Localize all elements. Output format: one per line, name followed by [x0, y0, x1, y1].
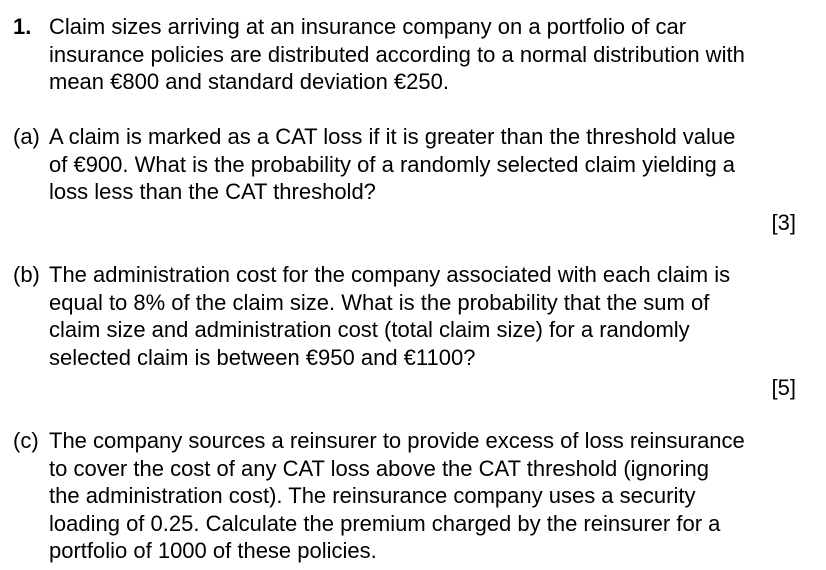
text-line: Claim sizes arriving at an insurance company on a portfolio of car: [49, 14, 687, 39]
part-b-label: (b): [13, 262, 40, 287]
text-line: the administration cost). The reinsurance company uses a security: [49, 483, 696, 508]
text-line: of €900. What is the probability of a randomly selected claim yielding a: [49, 151, 736, 177]
part-a-label: (a): [13, 124, 40, 149]
part-b-text: [49, 261, 819, 371]
text-line: portfolio of 1000 of these policies.: [49, 538, 377, 563]
part-c: [0, 427, 826, 567]
text-line: claim size and administration cost (total claim size) for a randomly: [49, 317, 690, 342]
part-a-marks: [3]: [771, 210, 796, 235]
text-line: mean €800 and standard deviation €250.: [49, 69, 449, 94]
text-line: The administration cost for the company associated with each claim is: [49, 262, 731, 287]
question-1: [0, 13, 826, 97]
part-a-text: [49, 123, 819, 206]
part-c-label: (c): [13, 428, 39, 453]
part-c-text: [49, 427, 819, 565]
text-line: loading of 0.25. Calculate the premium charged by the reinsurer for a: [49, 510, 721, 536]
text-line: The company sources a reinsurer to provide excess of loss reinsurance: [49, 428, 745, 453]
question-number: 1.: [13, 14, 32, 39]
part-a: [0, 123, 826, 238]
text-line: equal to 8% of the claim size. What is the probability that the sum of: [49, 289, 710, 315]
question-intro: [49, 13, 819, 96]
part-b: [0, 261, 826, 406]
part-b-marks: [5]: [771, 375, 796, 400]
text-line: loss less than the CAT threshold?: [49, 179, 376, 204]
text-line: A claim is marked as a CAT loss if it is greater than the threshold value: [49, 124, 736, 149]
text-line: selected claim is between €950 and €1100?: [49, 344, 476, 370]
text-line: insurance policies are distributed according to a normal distribution with: [49, 41, 745, 67]
text-line: to cover the cost of any CAT loss above the CAT threshold (ignoring: [49, 455, 709, 481]
